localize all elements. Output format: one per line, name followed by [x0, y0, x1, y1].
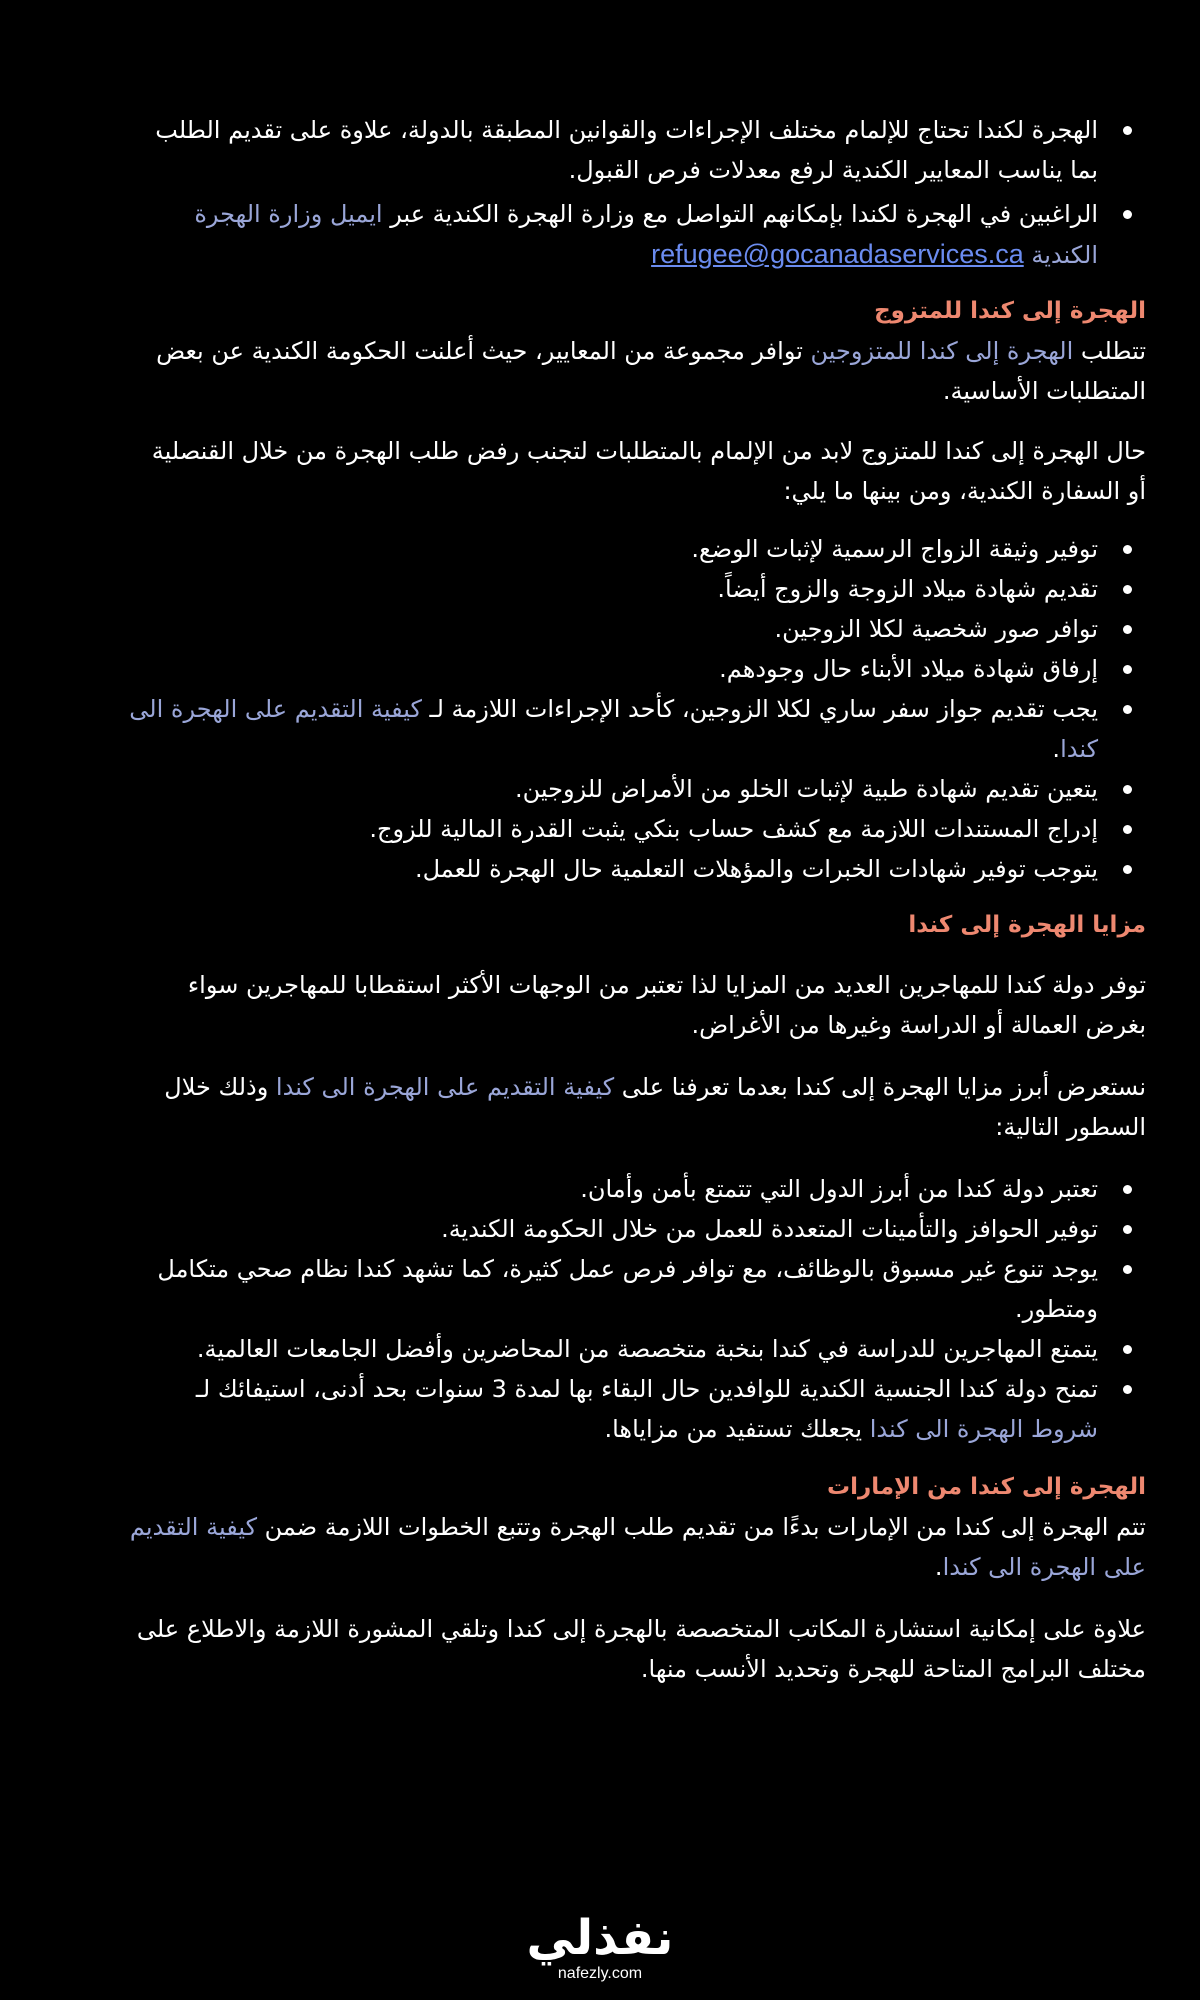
list-item: تقديم شهادة ميلاد الزوجة والزوج أيضاً.	[128, 569, 1098, 609]
list-item: توفير وثيقة الزواج الرسمية لإثبات الوضع.	[128, 529, 1098, 569]
how-to-apply-link[interactable]: كيفية التقديم على الهجرة الى كندا	[129, 695, 1098, 763]
paragraph: توفر دولة كندا للمهاجرين العديد من المزايا لذا تعتبر من الوجهات الأكثر استقطابا للمهاجرين سواء بغرض العمالة أو الدراسة وغيرها من الأغراض.	[187, 971, 1146, 1039]
list-item: إدراج المستندات اللازمة مع كشف حساب بنكي يثبت القدرة المالية للزوج.	[128, 809, 1098, 849]
list-item: يوجد تنوع غير مسبوق بالوظائف، مع توافر فرص عمل كثيرة، كما تشهد كندا نظام صحي متكامل ومتطور.	[128, 1249, 1098, 1329]
list-item	[128, 194, 1098, 275]
paragraph	[128, 1067, 1146, 1147]
paragraph-text: نستعرض أبرز مزايا الهجرة إلى كندا بعدما تعرفنا على	[614, 1073, 1146, 1101]
benefits-list	[128, 1169, 1146, 1449]
immigration-conditions-link[interactable]: شروط الهجرة الى كندا	[869, 1415, 1098, 1443]
article-content	[128, 110, 1146, 1689]
ministry-email-link[interactable]: ايميل وزارة الهجرة الكندية	[194, 200, 1098, 269]
paragraph-text: توافر مجموعة من المعايير، حيث أعلنت الحكومة الكندية عن بعض المتطلبات الأساسية.	[156, 337, 1146, 405]
email-link[interactable]: refugee@gocanadaservices.ca	[651, 239, 1024, 269]
paragraph: علاوة على إمكانية استشارة المكاتب المتخصصة بالهجرة إلى كندا وتلقي المشورة اللازمة والاطلاع على مختلف البرامج المتاحة للهجرة وتحديد الأنسب منها.	[136, 1615, 1146, 1683]
list-item: توفير الحوافز والتأمينات المتعددة للعمل من خلال الحكومة الكندية.	[128, 1209, 1098, 1249]
list-item	[128, 689, 1098, 769]
list-item	[128, 110, 1098, 190]
paragraph	[128, 1507, 1146, 1587]
site-logo	[525, 1912, 675, 1984]
list-item-text: .	[1052, 735, 1061, 763]
list-item: يتوجب توفير شهادات الخبرات والمؤهلات التعلمية حال الهجرة للعمل.	[128, 849, 1098, 889]
list-item: توافر صور شخصية لكلا الزوجين.	[128, 609, 1098, 649]
paragraph	[128, 331, 1146, 411]
list-item: إرفاق شهادة ميلاد الأبناء حال وجودهم.	[128, 649, 1098, 689]
list-item: يتعين تقديم شهادة طبية لإثبات الخلو من الأمراض للزوجين.	[128, 769, 1098, 809]
section-heading-uae: الهجرة إلى كندا من الإمارات	[827, 1474, 1146, 1500]
list-item-text: يجعلك تستفيد من مزاياها.	[604, 1415, 870, 1443]
list-item-text: تمنح دولة كندا الجنسية الكندية للوافدين حال البقاء بها لمدة 3 سنوات بحد أدنى، استيفائك لـ	[195, 1375, 1098, 1403]
paragraph-text: وذلك خلال السطور التالية:	[164, 1073, 1146, 1141]
intro-section	[128, 110, 1146, 275]
list-item	[128, 1369, 1098, 1449]
requirements-list	[128, 529, 1146, 889]
list-item-text: يجب تقديم جواز سفر ساري لكلا الزوجين، كأحد الإجراءات اللازمة لـ	[421, 695, 1098, 723]
intro-list	[128, 110, 1146, 275]
paragraph-text: تتم الهجرة إلى كندا من الإمارات بدءًا من تقديم طلب الهجرة وتتبع الخطوات اللازمة ضمن	[257, 1513, 1146, 1541]
paragraph-text: تتطلب	[1073, 337, 1146, 365]
paragraph-text: .	[934, 1553, 943, 1581]
logo-wordmark: نفذلي	[526, 1910, 674, 1966]
section-heading-benefits: مزايا الهجرة إلى كندا	[908, 912, 1146, 938]
paragraph: حال الهجرة إلى كندا للمتزوج لابد من الإلمام بالمتطلبات لتجنب رفض طلب الهجرة من خلال القنصلية أو السفارة الكندية، ومن بينها ما يلي:	[151, 437, 1146, 505]
how-to-apply-link[interactable]: كيفية التقديم على الهجرة الى كندا	[129, 1513, 1146, 1581]
list-item-text: الهجرة لكندا تحتاج للإلمام مختلف الإجراءات والقوانين المطبقة بالدولة، علاوة على تقديم الطلب بما يناسب المعايير الكندية لرفع معدلات فرص القبول.	[155, 116, 1098, 184]
list-item: تعتبر دولة كندا من أبرز الدول التي تتمتع بأمن وأمان.	[128, 1169, 1098, 1209]
section-heading-married: الهجرة إلى كندا للمتزوج	[874, 298, 1146, 324]
list-item: يتمتع المهاجرين للدراسة في كندا بنخبة متخصصة من المحاضرين وأفضل الجامعات العالمية.	[128, 1329, 1098, 1369]
list-item-text: الراغبين في الهجرة لكندا بإمكانهم التواصل مع وزارة الهجرة الكندية عبر	[382, 200, 1098, 228]
married-immigration-link[interactable]: الهجرة إلى كندا للمتزوجين	[810, 337, 1074, 365]
how-to-apply-link[interactable]: كيفية التقديم على الهجرة الى كندا	[275, 1073, 615, 1101]
logo-url: nafezly.com	[557, 1965, 643, 1982]
